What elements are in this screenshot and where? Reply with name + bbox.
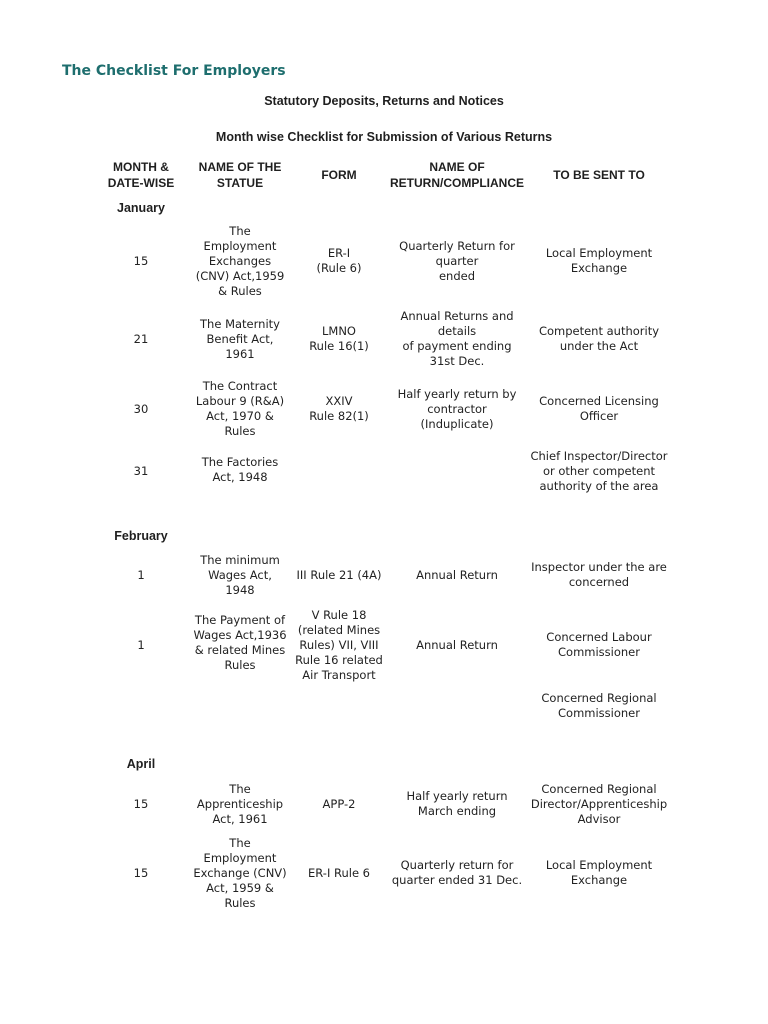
month-heading-february: February (114, 529, 168, 543)
table-header-return: NAME OF RETURN/COMPLIANCE (390, 160, 524, 190)
row-statute: The Apprenticeship Act, 1961 (196, 781, 284, 826)
table-header-month: MONTH & DATE-WISE (107, 160, 175, 190)
row-return (388, 440, 526, 502)
row-statute: The Maternity Benefit Act, 1961 (200, 316, 280, 361)
month-heading-january: January (117, 201, 165, 215)
table-caption: Month wise Checklist for Submission of Various Returns (215, 130, 553, 144)
document-subtitle: Statutory Deposits, Returns and Notices (264, 94, 504, 108)
row-return: Annual Return (416, 637, 498, 652)
row-date: 1 (137, 637, 145, 652)
row-recipient: Local Employment Exchange (545, 246, 653, 275)
row-return: Annual Returns and details of payment ending 31st Dec. (400, 309, 514, 368)
row-form (290, 440, 388, 502)
row-return: Half yearly return March ending (406, 789, 508, 818)
row-statute: The Payment of Wages Act,1936 & related Mines Rules (193, 613, 287, 672)
table-header-form: FORM (321, 168, 357, 182)
row-recipient: Local Employment Exchange (545, 858, 653, 887)
row-date: 31 (133, 463, 149, 478)
row-return: Half yearly return by contractor (Induplicate) (397, 386, 517, 431)
row-date: 30 (133, 401, 149, 416)
row-statute: The minimum Wages Act, 1948 (200, 552, 280, 597)
table-header-statute: NAME OF THE STATUE (198, 160, 282, 190)
row-statute: The Employment Exchange (CNV) Act, 1959 & Rules (193, 835, 287, 910)
row-form: ER-I Rule 6 (308, 865, 370, 880)
row-recipient: Concerned Regional Director/Apprenticeship Advisor (530, 781, 668, 826)
row-statute: The Factories Act, 1948 (201, 455, 279, 484)
row-date: 15 (133, 253, 149, 268)
row-form: ER-I (Rule 6) (316, 246, 362, 275)
row-date: 1 (137, 567, 145, 582)
row-return: Annual Return (416, 567, 498, 582)
row-date: 15 (133, 865, 149, 880)
row-statute: The Contract Labour 9 (R&A) Act, 1970 & Rules (195, 379, 285, 438)
row-form: APP-2 (322, 796, 356, 811)
row-recipient: Competent authority under the Act (538, 324, 660, 353)
page-title: The Checklist For Employers (62, 63, 286, 79)
row-recipient: Inspector under the are concerned (531, 560, 667, 589)
row-recipient: Concerned Labour Commissioner (546, 630, 652, 659)
row-return: Quarterly return for quarter ended 31 Dec. (391, 858, 523, 887)
row-return: Quarterly Return for quarter ended (399, 238, 515, 283)
row-form: XXIV Rule 82(1) (309, 394, 369, 423)
row-date: 15 (133, 796, 149, 811)
table-header-recipient: TO BE SENT TO (553, 168, 645, 182)
row-form: LMNO Rule 16(1) (309, 324, 369, 353)
row-date: 21 (133, 331, 149, 346)
row-recipient: Concerned Regional Commissioner (541, 691, 657, 720)
row-form: III Rule 21 (4A) (296, 567, 382, 582)
row-form: V Rule 18 (related Mines Rules) VII, VIII Rule 16 related Air Transport (295, 607, 383, 682)
row-recipient: Chief Inspector/Director or other competent authority of the area (530, 448, 668, 493)
row-recipient: Concerned Licensing Officer (539, 394, 659, 423)
row-statute: The Employment Exchanges (CNV) Act,1959 & Rules (195, 223, 285, 298)
month-heading-april: April (126, 757, 156, 771)
